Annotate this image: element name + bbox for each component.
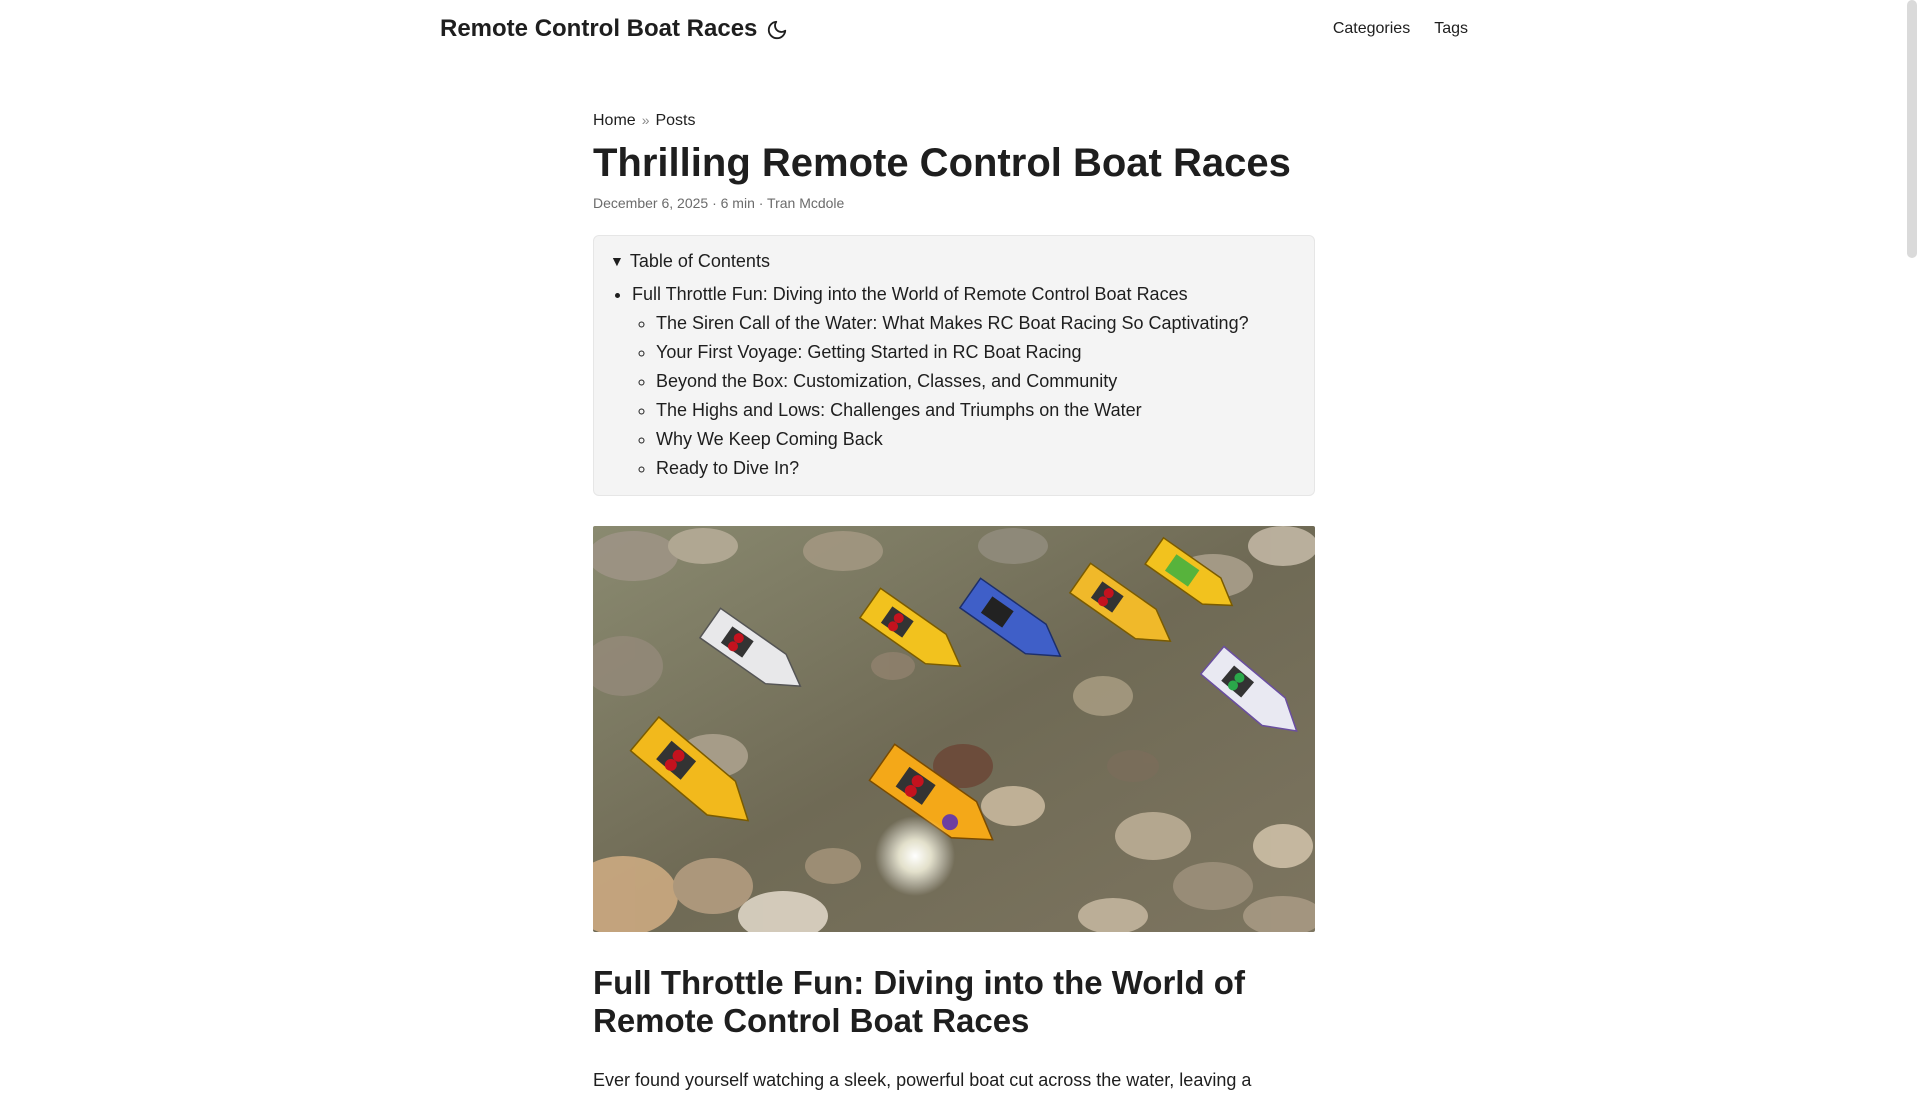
toc-item [632,280,1298,483]
toc-subitem [656,367,1298,396]
toc-sublist [632,309,1298,483]
toc-subitem [656,309,1298,338]
page-title: Thrilling Remote Control Boat Races [593,141,1291,185]
site-title-link[interactable]: Remote Control Boat Races [440,15,758,42]
toc-list [610,280,1298,483]
moon-icon[interactable] [766,19,788,41]
table-of-contents [593,235,1315,496]
main-nav [1333,18,1468,40]
toc-toggle[interactable] [610,248,1298,274]
triangle-down-icon: ▼ [610,253,624,269]
breadcrumb-separator: » [641,112,650,128]
toc-summary-label: Table of Contents [629,251,770,271]
toc-subitem [656,338,1298,367]
cover-image [593,526,1315,932]
scrollbar-thumb[interactable] [1907,0,1917,258]
breadcrumb-home[interactable]: Home [593,112,636,129]
toc-link[interactable]: Why We Keep Coming Back [656,429,883,449]
site-header [0,0,1904,60]
toc-link[interactable]: Beyond the Box: Customization, Classes, and Community [656,371,1118,391]
toc-subitem [656,454,1298,483]
toc-link[interactable]: The Siren Call of the Water: What Makes RC Boat Racing So Captivating? [656,313,1249,333]
toc-subitem [656,396,1298,425]
breadcrumb-posts[interactable]: Posts [655,112,696,129]
toc-link[interactable]: The Highs and Lows: Challenges and Triumphs on the Water [656,400,1142,420]
toc-link-main[interactable]: Full Throttle Fun: Diving into the World of Remote Control Boat Races [632,284,1188,304]
intro-paragraph: Ever found yourself watching a sleek, powerful boat cut across the water, leaving a [593,1070,1252,1090]
toc-link[interactable]: Ready to Dive In? [656,458,800,478]
nav-tags[interactable]: Tags [1434,20,1468,37]
rc-boats-photo [593,526,1315,932]
scrollbar[interactable] [1904,0,1920,1080]
toc-subitem [656,425,1298,454]
section-heading: Full Throttle Fun: Diving into the World of Remote Control Boat Races [593,964,1245,1039]
toc-link[interactable]: Your First Voyage: Getting Started in RC Boat Racing [656,342,1082,362]
nav-categories[interactable]: Categories [1332,20,1411,37]
breadcrumb [593,108,1315,133]
post-meta: December 6, 2025 · 6 min · Tran Mcdole [593,195,845,211]
post-main [593,108,1315,1112]
